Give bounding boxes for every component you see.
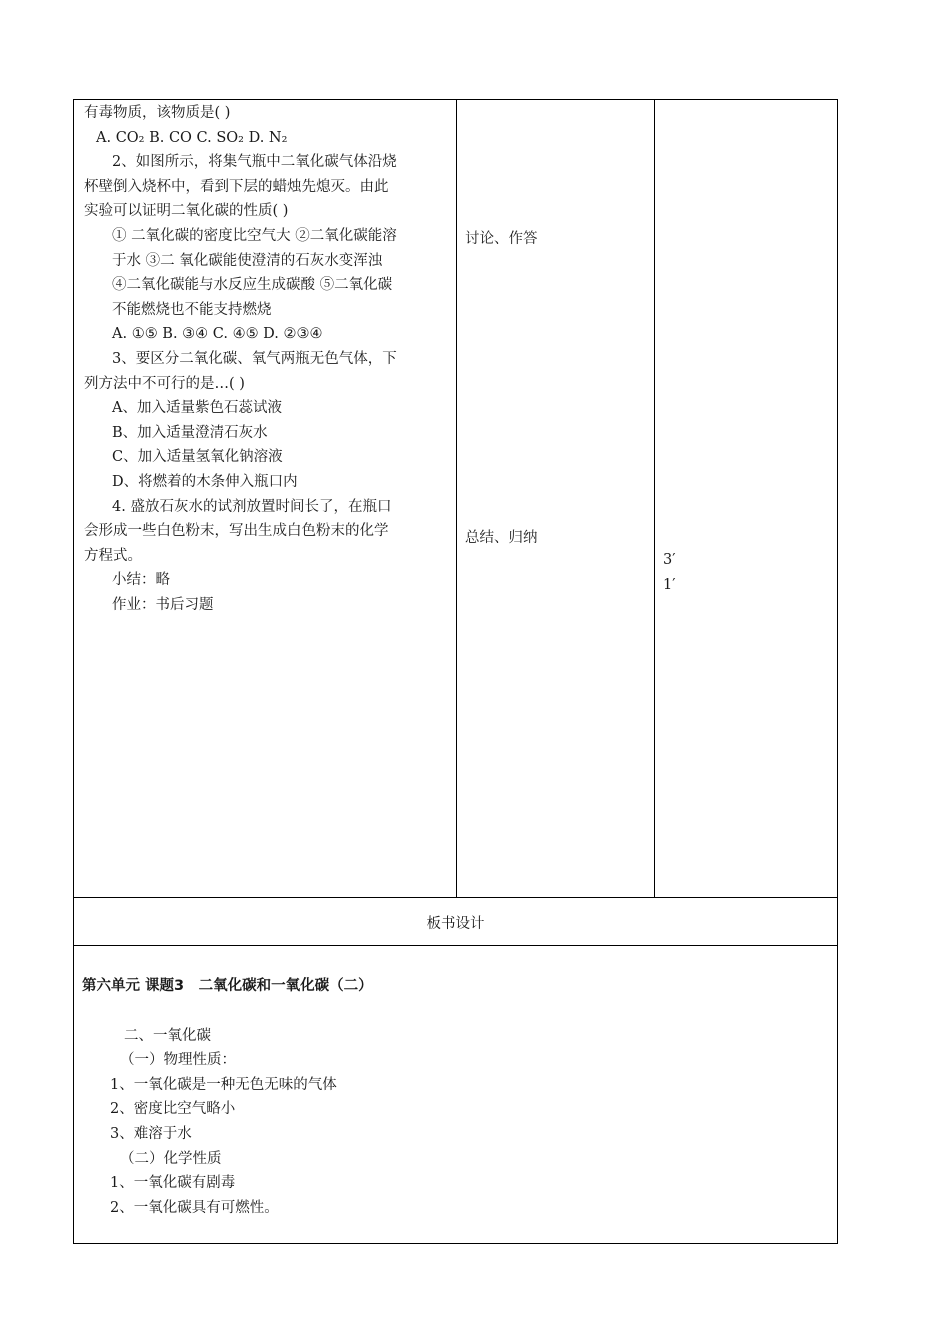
time-allocation-2: 1′ <box>663 577 676 593</box>
content-line: B、加入适量澄清石灰水 <box>112 424 268 441</box>
lesson-table <box>73 99 838 1244</box>
content-line: 4. 盛放石灰水的试剂放置时间长了，在瓶口 <box>112 498 392 515</box>
column-divider-2 <box>654 100 655 898</box>
content-line: A、加入适量紫色石蕊试液 <box>112 400 282 417</box>
content-line: 于水 ③二 氧化碳能使澄清的石灰水变浑浊 <box>112 252 383 269</box>
content-line: ① 二氧化碳的密度比空气大 ②二氧化碳能溶 <box>112 227 397 244</box>
board-line: （二）化学性质 <box>120 1150 222 1167</box>
content-line: 有毒物质，该物质是( ) <box>84 105 231 121</box>
content-line: 会形成一些白色粉末，写出生成白色粉末的化学 <box>84 523 389 540</box>
board-line: 1、一氧化碳有剧毒 <box>110 1175 236 1192</box>
content-line: 2、如图所示，将集气瓶中二氧化碳气体沿烧 <box>112 154 397 171</box>
content-line: 实验可以证明二氧化碳的性质( ) <box>84 203 289 220</box>
board-design-content <box>82 974 373 1220</box>
content-line: A. CO₂ B. CO C. SO₂ D. N₂ <box>96 129 288 146</box>
content-line: 不能燃烧也不能支持燃烧 <box>112 301 272 318</box>
board-line: （一）物理性质： <box>120 1052 236 1069</box>
content-line: 3、要区分二氧化碳、氧气两瓶无色气体，下 <box>112 350 397 367</box>
content-line: ④二氧化碳能与水反应生成碳酸 ⑤二氧化碳 <box>112 277 393 294</box>
time-allocation-1: 3′ <box>663 552 676 568</box>
column-divider-1 <box>456 100 457 898</box>
board-line: 1、一氧化碳是一种无色无味的气体 <box>110 1076 337 1093</box>
board-design-header: 板书设计 <box>426 915 485 932</box>
activity-summary: 总结、归纳 <box>465 530 538 546</box>
activity-discuss: 讨论、作答 <box>465 231 538 247</box>
content-line: C、加入适量氢氧化钠溶液 <box>112 449 283 466</box>
content-line: 作业：书后习题 <box>112 596 214 613</box>
content-line: 杯壁倒入烧杯中，看到下层的蜡烛先熄灭。由此 <box>84 178 389 195</box>
content-line: 列方法中不可行的是…( ) <box>84 375 245 392</box>
board-line: 2、密度比空气略小 <box>110 1101 236 1118</box>
board-line: 3、难溶于水 <box>110 1125 192 1142</box>
content-line: 小结：略 <box>112 572 170 589</box>
content-line: A. ①⑤ B. ③④ C. ④⑤ D. ②③④ <box>112 326 323 343</box>
teaching-content-cell <box>84 101 397 617</box>
content-line: D、将燃着的木条伸入瓶口内 <box>112 473 298 490</box>
content-line: 方程式。 <box>84 547 142 564</box>
board-line: 二、一氧化碳 <box>124 1027 211 1044</box>
board-line: 2、一氧化碳具有可燃性。 <box>110 1199 279 1216</box>
board-title: 第六单元 课题3 二氧化碳和一氧化碳（二） <box>82 978 373 994</box>
